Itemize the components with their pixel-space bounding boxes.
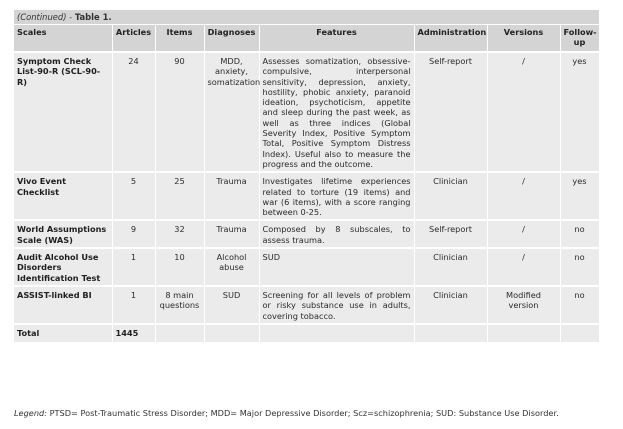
cell-articles: 9 xyxy=(112,220,155,248)
header-features: Features xyxy=(259,25,414,52)
legend-text: PTSD= Post-Traumatic Stress Disorder; MDD= Major Depressive Disorder; Scz=schizophrenia; SUD: Substance Use Disorder. xyxy=(49,408,559,418)
table-row xyxy=(14,172,599,220)
cell-followup: yes xyxy=(560,172,599,220)
cell-diagnoses: Alcohol abuse xyxy=(204,248,259,286)
cell-diagnoses: SUD xyxy=(204,286,259,324)
cell-scale: Audit Alcohol Use Disorders Identification Test xyxy=(14,248,112,286)
total-articles: 1445 xyxy=(112,324,155,342)
cell-diagnoses: Trauma xyxy=(204,172,259,220)
table-row xyxy=(14,52,599,172)
cell-diagnoses: MDD, anxiety, somatization xyxy=(204,52,259,172)
header-articles: Articles xyxy=(112,25,155,52)
cell-followup: no xyxy=(560,220,599,248)
cell-administration: Self-report xyxy=(414,52,487,172)
cell-features: Assesses somatization, obsessive-compulsive, interpersonal sensitivity, depression, anxiety, hostility, phobic anxiety, paranoid ideation, psychoticism, appetite and sleep during the past week, as well as three indices (Global Severity Index, Positive Symptom Total, Positive Symptom Distress Index). Useful also to measure the progress and the outcome. xyxy=(259,52,414,172)
cell-scale: Symptom Check List-90-R (SCL-90-R) xyxy=(14,52,112,172)
header-administration: Administration xyxy=(414,25,487,52)
cell-articles: 1 xyxy=(112,286,155,324)
cell-versions: / xyxy=(487,172,560,220)
legend-label: Legend: xyxy=(14,408,47,418)
cell-diagnoses: Trauma xyxy=(204,220,259,248)
table-row xyxy=(14,286,599,324)
header-scales: Scales xyxy=(14,25,112,52)
caption-label: Table 1. xyxy=(74,12,112,22)
cell-scale: Vivo Event Checklist xyxy=(14,172,112,220)
cell-articles: 1 xyxy=(112,248,155,286)
table-row xyxy=(14,248,599,286)
cell-versions: / xyxy=(487,220,560,248)
total-empty-cell xyxy=(560,324,599,342)
cell-administration: Clinician xyxy=(414,172,487,220)
caption-prefix: (Continued) - xyxy=(17,12,75,22)
table-legend xyxy=(14,408,559,418)
cell-administration: Self-report xyxy=(414,220,487,248)
header-followup: Follow-up xyxy=(560,25,599,52)
cell-versions: / xyxy=(487,248,560,286)
header-versions: Versions xyxy=(487,25,560,52)
cell-items: 32 xyxy=(155,220,204,248)
table-container xyxy=(14,10,599,342)
header-items: Items xyxy=(155,25,204,52)
header-row xyxy=(14,25,599,52)
cell-items: 10 xyxy=(155,248,204,286)
total-empty-cell xyxy=(487,324,560,342)
cell-administration: Clinician xyxy=(414,248,487,286)
cell-versions: / xyxy=(487,52,560,172)
cell-followup: no xyxy=(560,286,599,324)
scales-table xyxy=(14,25,600,342)
cell-items: 90 xyxy=(155,52,204,172)
cell-features: SUD xyxy=(259,248,414,286)
cell-features: Composed by 8 subscales, to assess trauma. xyxy=(259,220,414,248)
table-row xyxy=(14,220,599,248)
cell-features: Screening for all levels of problem or risky substance use in adults, covering tobacco. xyxy=(259,286,414,324)
cell-scale: World Assumptions Scale (WAS) xyxy=(14,220,112,248)
total-row xyxy=(14,324,599,342)
cell-followup: no xyxy=(560,248,599,286)
total-empty-cell xyxy=(204,324,259,342)
header-diagnoses: Diagnoses xyxy=(204,25,259,52)
cell-items: 25 xyxy=(155,172,204,220)
total-empty-cell xyxy=(155,324,204,342)
cell-scale: ASSIST-linked BI xyxy=(14,286,112,324)
table-caption xyxy=(14,10,599,25)
total-label: Total xyxy=(14,324,112,342)
cell-versions: Modified version xyxy=(487,286,560,324)
cell-administration: Clinician xyxy=(414,286,487,324)
cell-features: Investigates lifetime experiences related to torture (19 items) and war (6 items), with a score ranging between 0-25. xyxy=(259,172,414,220)
cell-articles: 24 xyxy=(112,52,155,172)
cell-items: 8 main questions xyxy=(155,286,204,324)
cell-articles: 5 xyxy=(112,172,155,220)
total-empty-cell xyxy=(259,324,414,342)
cell-followup: yes xyxy=(560,52,599,172)
total-empty-cell xyxy=(414,324,487,342)
